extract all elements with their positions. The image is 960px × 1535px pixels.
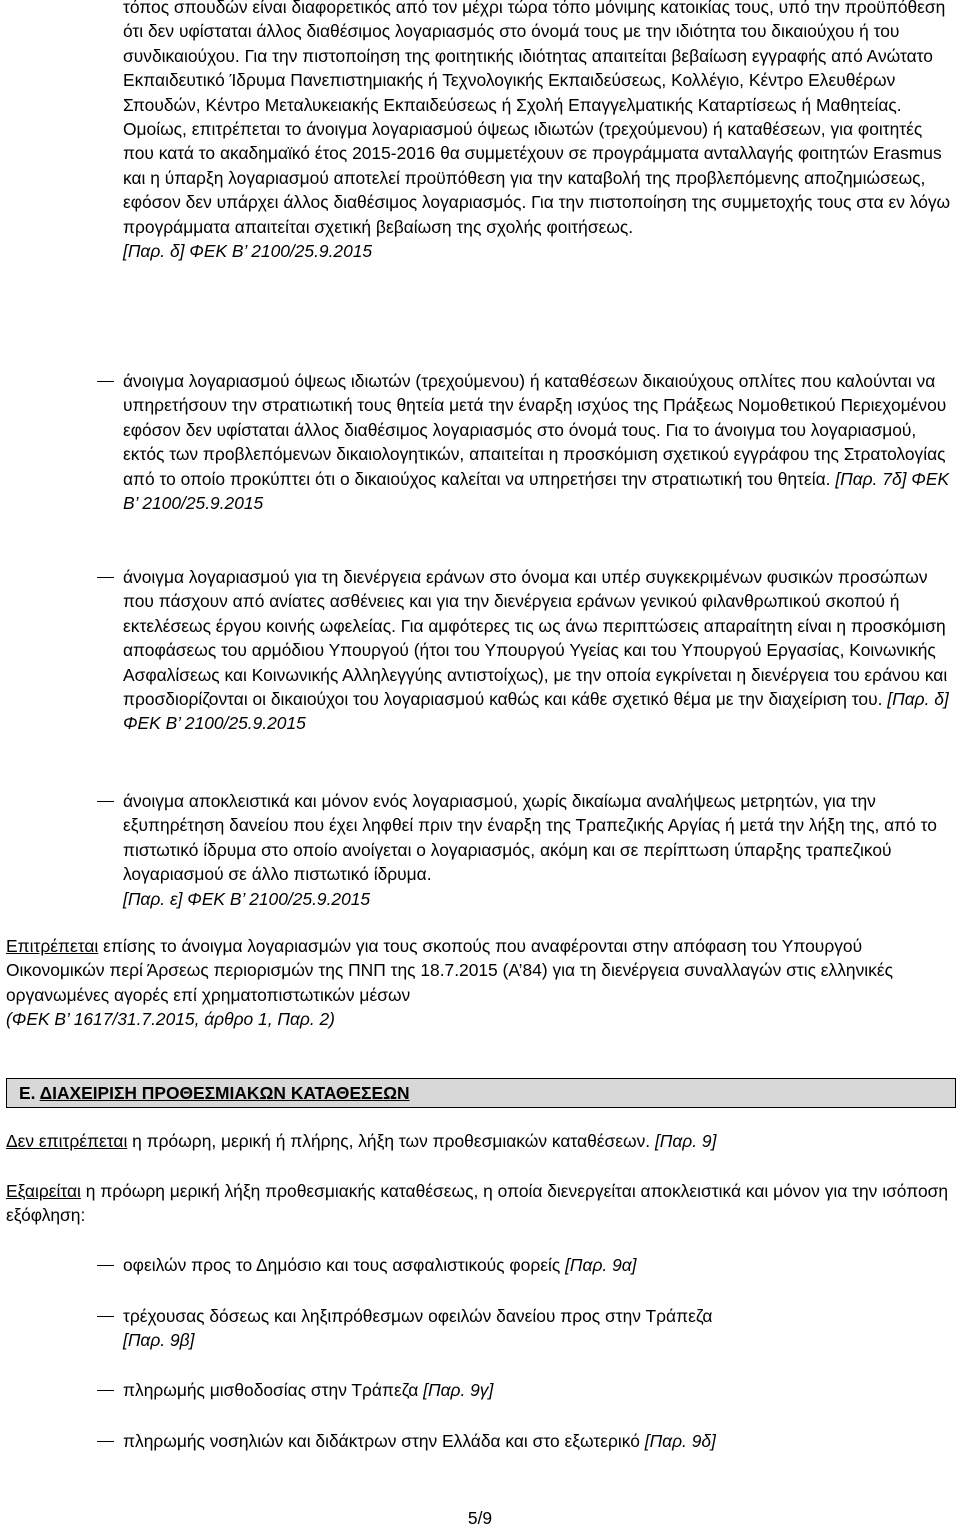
dash-bullet: [97, 577, 114, 578]
lead-word: Επιτρέπεται: [6, 936, 99, 956]
reference: [Παρ. 9α]: [565, 1255, 637, 1275]
list-item: [123, 565, 955, 736]
paragraph-students: [123, 0, 955, 263]
reference: [Παρ. 9δ]: [644, 1431, 716, 1451]
list-item-text: πληρωμής νοσηλιών και διδάκτρων στην Ελλάδα και στο εξωτερικό: [123, 1431, 640, 1451]
dash-bullet: [97, 1441, 114, 1442]
reference: [Παρ. 7δ] ΦΕΚ Β’ 2100/25.9.2015: [123, 468, 950, 514]
section-heading: [6, 1078, 956, 1108]
list-item-text: πληρωμής μισθοδοσίας στην Τράπεζα: [123, 1380, 419, 1400]
reference: [Παρ. 9β]: [123, 1330, 195, 1351]
list-item: [123, 789, 955, 911]
dash-bullet: [97, 1316, 114, 1317]
paragraph-text: τόπος σπουδών είναι διαφορετικός από τον μέχρι τώρα τόπο μόνιμης κατοικίας τους, υπό την προϋπόθεση ότι δεν υφίσταται άλλος διαθέσιμος λογαριασμός στο όνομά τους με την ιδιότητα του δικαιούχου ή του συνδικαιούχου. Για την πιστοποίηση της φοιτητικής ιδιότητας απαιτείται βεβαίωση εγγραφής από Ανώτατο Εκπαιδευτικό Ίδρυμα Πανεπιστημιακής ή Τεχνολογικής Εκπαιδεύσεως, Κολλέγιο, Κέντρο Ελευθέρων Σπουδών, Κέντρο Μεταλυκειακής Εκπαιδεύσεως ή Σχολή Επαγγελματικής Καταρτίσεως ή Μαθητείας.: [123, 0, 946, 115]
reference: [Παρ. δ] ΦΕΚ Β’ 2100/25.9.2015: [123, 689, 949, 734]
reference: (ΦΕΚ Β’ 1617/31.7.2015, άρθρο 1, Παρ. 2): [6, 1009, 335, 1030]
list-item: [123, 1378, 955, 1402]
lead-word: Εξαιρείται: [6, 1181, 81, 1201]
paragraph-exempted: [6, 1179, 956, 1228]
section-heading-text: [19, 1081, 410, 1105]
section-number: Ε.: [19, 1083, 36, 1103]
paragraph-permitted: [6, 934, 956, 1032]
list-item: [123, 1253, 955, 1277]
list-item: [123, 369, 955, 515]
dash-bullet: [97, 1390, 114, 1391]
section-title: ΔΙΑΧΕΙΡΙΣΗ ΠΡΟΘΕΣΜΙΑΚΩΝ ΚΑΤΑΘΕΣΕΩΝ: [39, 1083, 410, 1103]
paragraph-text: η πρόωρη, μερική ή πλήρης, λήξη των προθεσμιακών καταθέσεων.: [127, 1131, 651, 1151]
list-item-text: οφειλών προς το Δημόσιο και τους ασφαλιστικούς φορείς: [123, 1255, 561, 1275]
dash-bullet: [97, 801, 114, 802]
dash-bullet: [97, 381, 114, 382]
list-item-text: άνοιγμα αποκλειστικά και μόνον ενός λογαριασμού, χωρίς δικαίωμα αναλήψεως μετρητών, για την εξυπηρέτηση δανείου που έχει ληφθεί πριν την έναρξη της Τραπεζικής Αργίας ή μετά την λήξη της, από το πιστωτικό ίδρυμα στο οποίο ανοίγεται ο λογαριασμός, ακόμη και σε περίπτωση ύπαρξης τραπεζικού λογαριασμού σε άλλο πιστωτικό ίδρυμα.: [123, 791, 937, 885]
paragraph-text: Ομοίως, επιτρέπεται το άνοιγμα λογαριασμού όψεως ιδιωτών (τρεχούμενου) ή καταθέσεων, για φοιτητές που κατά το ακαδημαϊκό έτος 2015-2016 θα συμμετέχουν σε προγράμματα ανταλλαγής φοιτητών Erasmus και η ύπαρξη λογαριασμού αποτελεί προϋπόθεση για την καταβολή της προβλεπόμενης αποζημιώσεως, εφόσον δεν υπάρχει άλλος διαθέσιμος λογαριασμός. Για την πιστοποίηση της συμμετοχής τους στα εν λόγω προγράμματα απαιτείται σχετική βεβαίωση της σχολής φοιτήσεως.: [123, 119, 951, 237]
reference: [Παρ. 9γ]: [423, 1380, 494, 1400]
paragraph-text: επίσης το άνοιγμα λογαριασμών για τους σκοπούς που αναφέρονται στην απόφαση του Υπουργού Οικονομικών περί Άρσεως περιορισμών της ΠΝΠ της 18.7.2015 (Α’84) για τη διενέργεια συναλλαγών στις ελληνικές οργανωμένες αγορές επί χρηματοπιστωτικών μέσων: [6, 936, 893, 1005]
list-item-text: άνοιγμα λογαριασμού για τη διενέργεια εράνων στο όνομα και υπέρ συγκεκριμένων φυσικών προσώπων που πάσχουν από ανίατες ασθένειες και για την διενέργεια εράνων γενικού φιλανθρωπικού σκοπού ή εκτελέσεως έργου κοινής ωφελείας. Για αμφότερες τις ως άνω περιπτώσεις απαραίτητη είναι η προσκόμιση αποφάσεως του αρμόδιου Υπουργού (ήτοι του Υπουργού Υγείας και του Υπουργού Εργασίας, Κοινωνικής Ασφαλίσεως και Κοινωνικής Αλληλεγγύης αντιστοίχως), με την οποία εγκρίνεται η διενέργεια του εράνου και προσδιορίζονται οι δικαιούχοι του λογαριασμού καθώς και κάθε σχετικό θέμα με την διαχείριση του.: [123, 567, 948, 710]
paragraph-not-permitted: [6, 1129, 956, 1153]
reference: [Παρ. δ] ΦΕΚ Β’ 2100/25.9.2015: [123, 241, 373, 262]
paragraph-text: η πρόωρη μερική λήξη προθεσμιακής καταθέσεως, η οποία διενεργείται αποκλειστικά και μόνον για την ισόποση εξόφληση:: [6, 1181, 949, 1226]
list-item: [123, 1304, 955, 1353]
list-item: [123, 1429, 955, 1453]
reference: [Παρ. 9]: [654, 1131, 717, 1151]
reference: [Παρ. ε] ΦΕΚ Β’ 2100/25.9.2015: [123, 888, 371, 909]
dash-bullet: [97, 1265, 114, 1266]
list-item-text: άνοιγμα λογαριασμού όψεως ιδιωτών (τρεχούμενου) ή καταθέσεων δικαιούχους οπλίτες που καλούνται να υπηρετήσουν την στρατιωτική τους θητεία μετά την έναρξη ισχύος της Πράξεως Νομοθετικού Περιεχομένου εφόσον δεν υφίσταται άλλος διαθέσιμος λογαριασμός στο όνομά τους. Για το άνοιγμα του λογαριασμού, εκτός των προβλεπόμενων δικαιολογητικών, απαιτείται η προσκόμιση σχετικού εγγράφου της Στρατολογίας από το οποίο προκύπτει ότι ο δικαιούχος καλείται να υπηρετήσει την στρατιωτική του θητεία.: [123, 371, 947, 489]
list-item-text: τρέχουσας δόσεως και ληξιπρόθεσμων οφειλών δανείου προς στην Τράπεζα: [123, 1306, 713, 1326]
page-number: 5/9: [467, 1508, 493, 1528]
lead-word: Δεν επιτρέπεται: [6, 1131, 128, 1151]
